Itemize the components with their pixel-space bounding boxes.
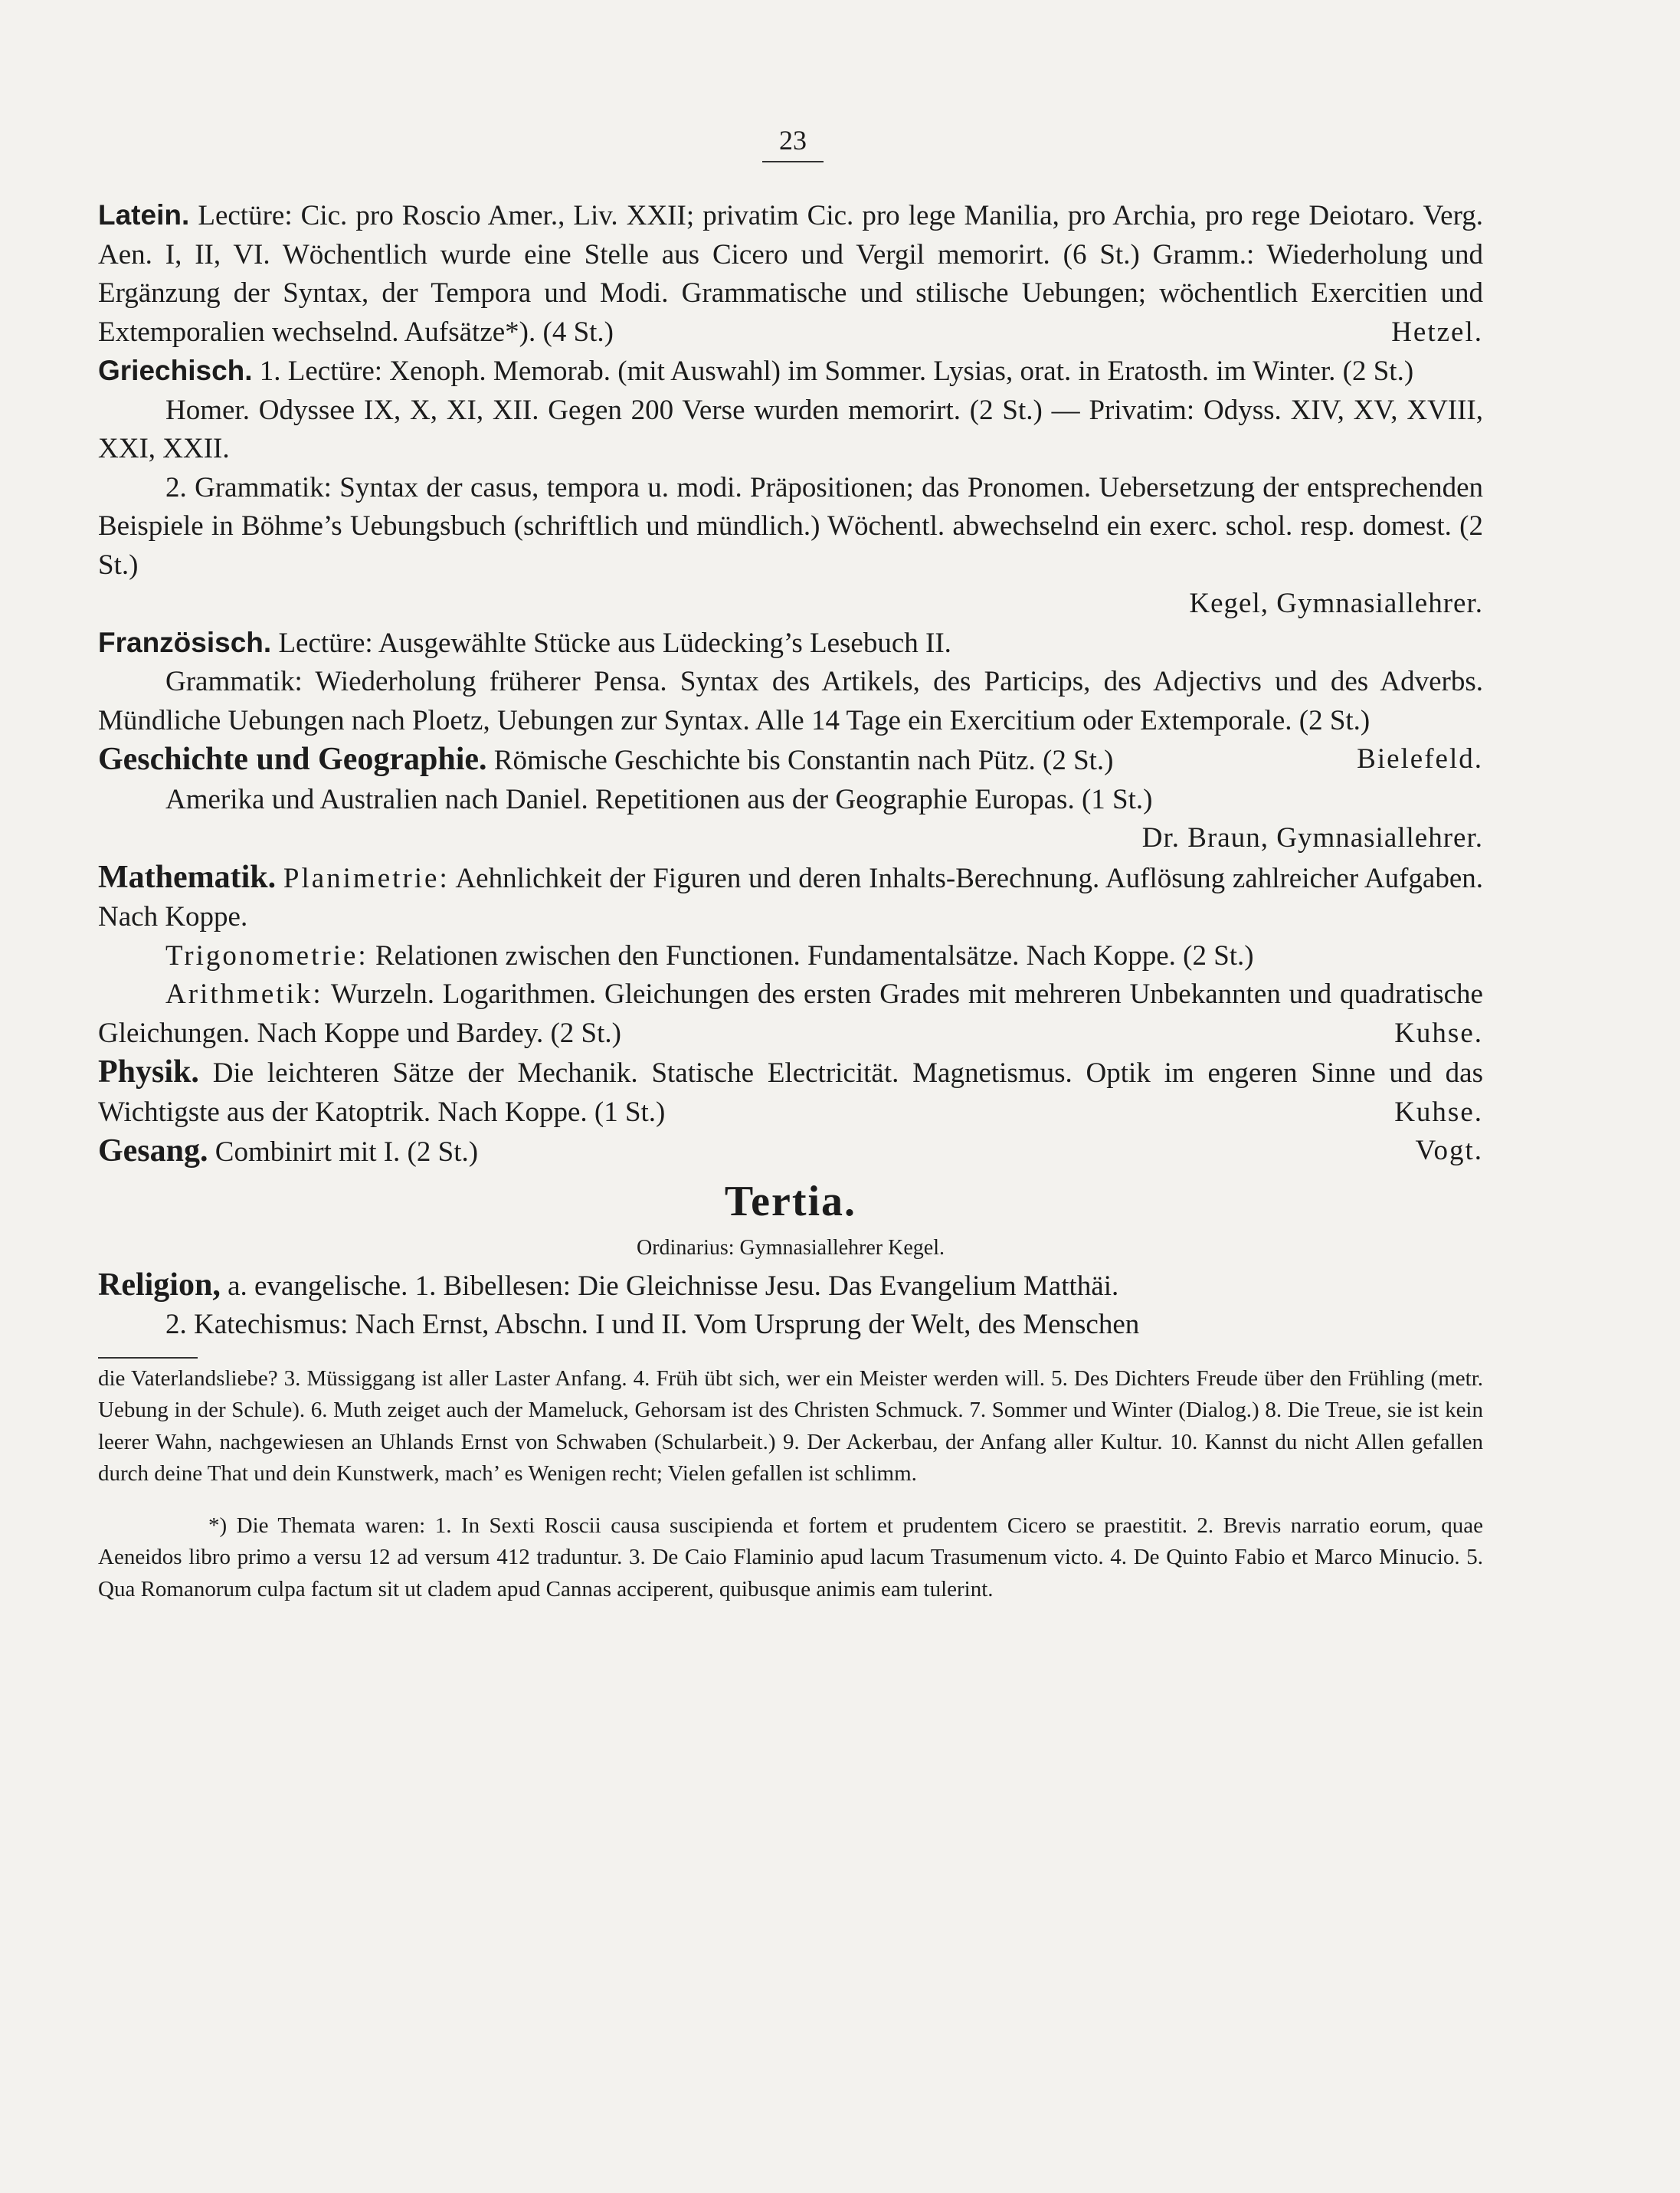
geschichte-text-2: Amerika und Australien nach Daniel. Repetitionen aus der Geographie Europas. (1 St.) [165,783,1153,815]
footnote-themata: *) Die Themata waren: 1. In Sexti Roscii causa suscipienda et fortem et prudentem Cicero se praestitit. 2. Brevis narratio eorum, quae Aeneidos libro primo a versu 12 ad versum 412 traduntur. 3. De Caio Flaminio apud lacum Trasumenum victo. 4. De Quinto Fabio et Marco Minucio. 5. Qua Romanorum culpa factum sit ut cladem apud Cannas acciperent, quibusque animis eam tulerint. [98,1513,1483,1601]
teacher-mathematik: Kuhse. [1394,1017,1483,1049]
physik-paragraph [98,1053,1483,1132]
mathematik-text-3: Wurzeln. Logarithmen. Gleichungen des ersten Grades mit mehreren Unbekannten und quadratische Gleichungen. Nach Koppe und Bardey. (2 St.) [98,978,1483,1049]
notes-continued: die Vaterlandsliebe? 3. Müssiggang ist aller Laster Anfang. 4. Früh übt sich, wer ein Meister werden will. 5. Des Dichters Freude über den Frühling (metr. Uebung in der Schule). 6. Muth zeiget auch der Mameluck, Gehorsam ist des Christen Schmuck. 7. Sommer und Winter (Dialog.) 8. Die Treue, sie ist kein leerer Wahn, nachgewiesen an Uhlands Ernst von Schwaben (Schularbeit.) 9. Der Ackerbau, der Anfang aller Kultur. 10. Kannst du nicht Allen gefallen durch deine That und dein Kunstwerk, mach’ es Wenigen recht; Vielen gefallen ist schlimm. [98,1365,1483,1486]
geschichte-text-1: Römische Geschichte bis Constantin nach Pütz. (2 St.) [493,745,1114,776]
franzoesisch-text-1: Lectüre: Ausgewählte Stücke aus Lüdecking’s Lesebuch II. [278,627,951,659]
section-title-tertia: Tertia. [724,1177,857,1225]
page-number-block [732,124,854,162]
religion-paragraph [98,1266,1483,1306]
griechisch-paragraph [98,352,1483,392]
subject-geschichte: Geschichte und Geographie. [98,742,487,777]
planimetrie-label: Planimetrie: [283,862,450,894]
teacher-physik: Kuhse. [1394,1096,1483,1128]
religion-text-2: 2. Katechismus: Nach Ernst, Abschn. I und II. Vom Ursprung der Welt, des Menschen [165,1309,1140,1340]
mathematik-text-2: Relationen zwischen den Functionen. Fundamentalsätze. Nach Koppe. (2 St.) [375,939,1254,972]
latein-text: Lectüre: Cic. pro Roscio Amer., Liv. XXII; privatim Cic. pro lege Manilia, pro Archia, pro rege Deiotaro. Verg. Aen. I, II, VI. Wöchentlich wurde eine Stelle aus Cicero und Vergil memorirt. (6 St.) Gramm.: Wiederholung und Ergänzung der Syntax, der Tempora und Modi. Grammatische und stilische Uebungen; wöchentlich Exercitien und Extemporalien wechselnd. Aufsätze*). (4 St.) [98,200,1483,348]
subject-griechisch: Griechisch. [98,355,253,386]
franzoesisch-text-2: Grammatik: Wiederholung früherer Pensa. Syntax des Artikels, des Particips, des Adjectivs und des Adverbs. Mündliche Uebungen nach Ploetz, Uebungen zur Syntax. Alle 14 Tage ein Exercitium oder Extemporale. (2 St.) [98,666,1483,736]
griechisch-text-1: 1. Lectüre: Xenoph. Memorab. (mit Auswahl) im Sommer. Lysias, orat. in Eratosth. im Winter. (2 St.) [259,356,1414,387]
mathematik-text-1: Aehnlichkeit der Figuren und deren Inhalts-Berechnung. Auflösung zahlreicher Aufgaben. Nach Koppe. [98,862,1483,933]
subject-physik: Physik. [98,1054,199,1090]
teacher-franzoesisch: Bielefeld. [1357,743,1483,775]
latein-paragraph [98,196,1483,352]
mathematik-arith-para [98,975,1483,1053]
arithmetik-label: Arithmetik: [165,978,323,1010]
physik-text: Die leichteren Sätze der Mechanik. Statische Electricität. Magnetismus. Optik im engeren Sinne und das Wichtigste aus der Katoptrik. Nach Koppe. (1 St.) [98,1057,1484,1128]
geschichte-paragraph [98,740,1483,781]
religion-text-1: a. evangelische. 1. Bibellesen: Die Gleichnisse Jesu. Das Evangelium Matthäi. [228,1270,1119,1302]
mathematik-paragraph [98,858,1483,937]
gesang-paragraph [98,1132,1483,1172]
ordinarius-line: Ordinarius: Gymnasiallehrer Kegel. [637,1235,945,1260]
subject-latein: Latein. [98,199,190,231]
mathematik-trig-para [98,937,1483,976]
page-number: 23 [762,124,824,162]
teacher-latein: Hetzel. [1391,316,1483,348]
subject-religion: Religion, [98,1267,221,1303]
griechisch-text-3: 2. Grammatik: Syntax der casus, tempora u. modi. Präpositionen; das Pronomen. Uebersetzung der entsprechenden Beispiele in Böhme’s Uebungsbuch (schriftlich und mündlich.) Wöchentl. abwechselnd ein exerc. schol. resp. domest. (2 St.) [98,471,1483,581]
franzoesisch-paragraph [98,624,1483,664]
footnote-separator [98,1357,198,1359]
teacher-gesang: Vogt. [1415,1135,1483,1166]
subject-franzoesisch: Französisch. [98,626,272,658]
teacher-geschichte: Dr. Braun, Gymnasiallehrer. [1141,822,1483,854]
main-text [98,196,1483,1605]
teacher-griechisch: Kegel, Gymnasiallehrer. [1189,588,1483,619]
trigonometrie-label: Trigonometrie: [165,939,368,972]
subject-mathematik: Mathematik. [98,859,277,895]
subject-gesang: Gesang. [98,1133,208,1169]
notes-block [98,1363,1483,1606]
griechisch-text-2: Homer. Odyssee IX, X, XI, XII. Gegen 200 Verse wurden memorirt. (2 St.) — Privatim: Odyss. XIV, XV, XVIII, XXI, XXII. [98,394,1483,464]
gesang-text: Combinirt mit I. (2 St.) [215,1136,479,1168]
